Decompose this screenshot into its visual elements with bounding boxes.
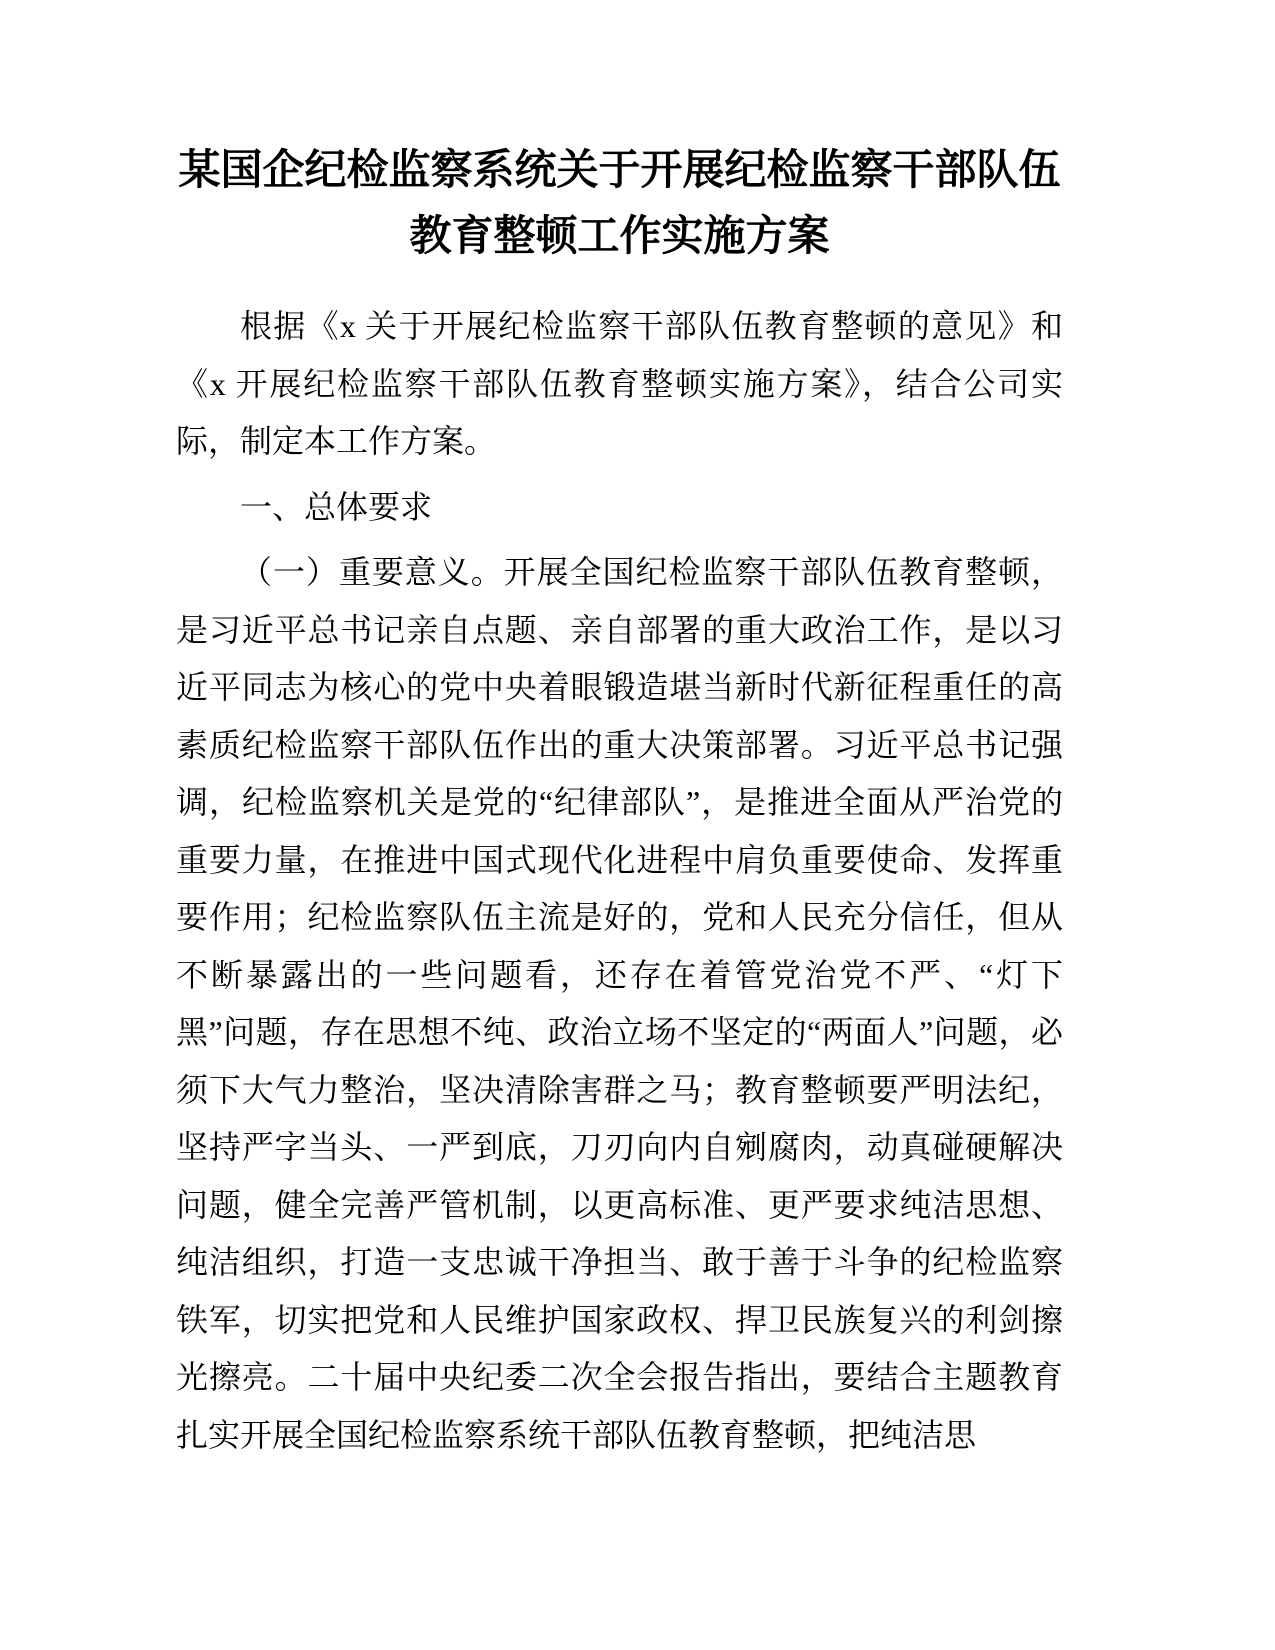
section-body-paragraph: （一）重要意义。开展全国纪检监察干部队伍教育整顿，是习近平总书记亲自点题、亲自部署的重大政治工作，是以习近平同志为核心的党中央着眼锻造堪当新时代新征程重任的高素质纪检监察干部队伍作出的重大决策部署。习近平总书记强调，纪检监察机关是党的“纪律部队”，是推进全面从严治党的重要力量，在推进中国式现代化进程中肩负重要使命、发挥重要作用；纪检监察队伍主流是好的，党和人民充分信任，但从不断暴露出的一些问题看，还存在着管党治党不严、“灯下黑”问题，存在思想不纯、政治立场不坚定的“两面人”问题，必须下大气力整治，坚决清除害群之马；教育整顿要严明法纪，坚持严字当头、一严到底，刀刃向内自剜腐肉，动真碰硬解决问题，健全完善严管机制，以更高标准、更严要求纯洁思想、纯洁组织，打造一支忠诚干净担当、敢于善于斗争的纪检监察铁军，切实把党和人民维护国家政权、捍卫民族复兴的利剑擦光擦亮。二十届中央纪委二次全会报告指出，要结合主题教育扎实开展全国纪检监察系统干部队伍教育整顿，把纯洁思 xyxy=(176,554,1063,1453)
intro-paragraph: 根据《x 关于开展纪检监察干部队伍教育整顿的意见》和《x 开展纪检监察干部队伍教育整顿实施方案》，结合公司实际，制定本工作方案。 xyxy=(176,308,1063,459)
document-title: 某国企纪检监察系统关于开展纪检监察干部队伍教育整顿工作实施方案 xyxy=(178,148,1061,260)
section-heading: 一、总体要求 xyxy=(240,488,433,525)
